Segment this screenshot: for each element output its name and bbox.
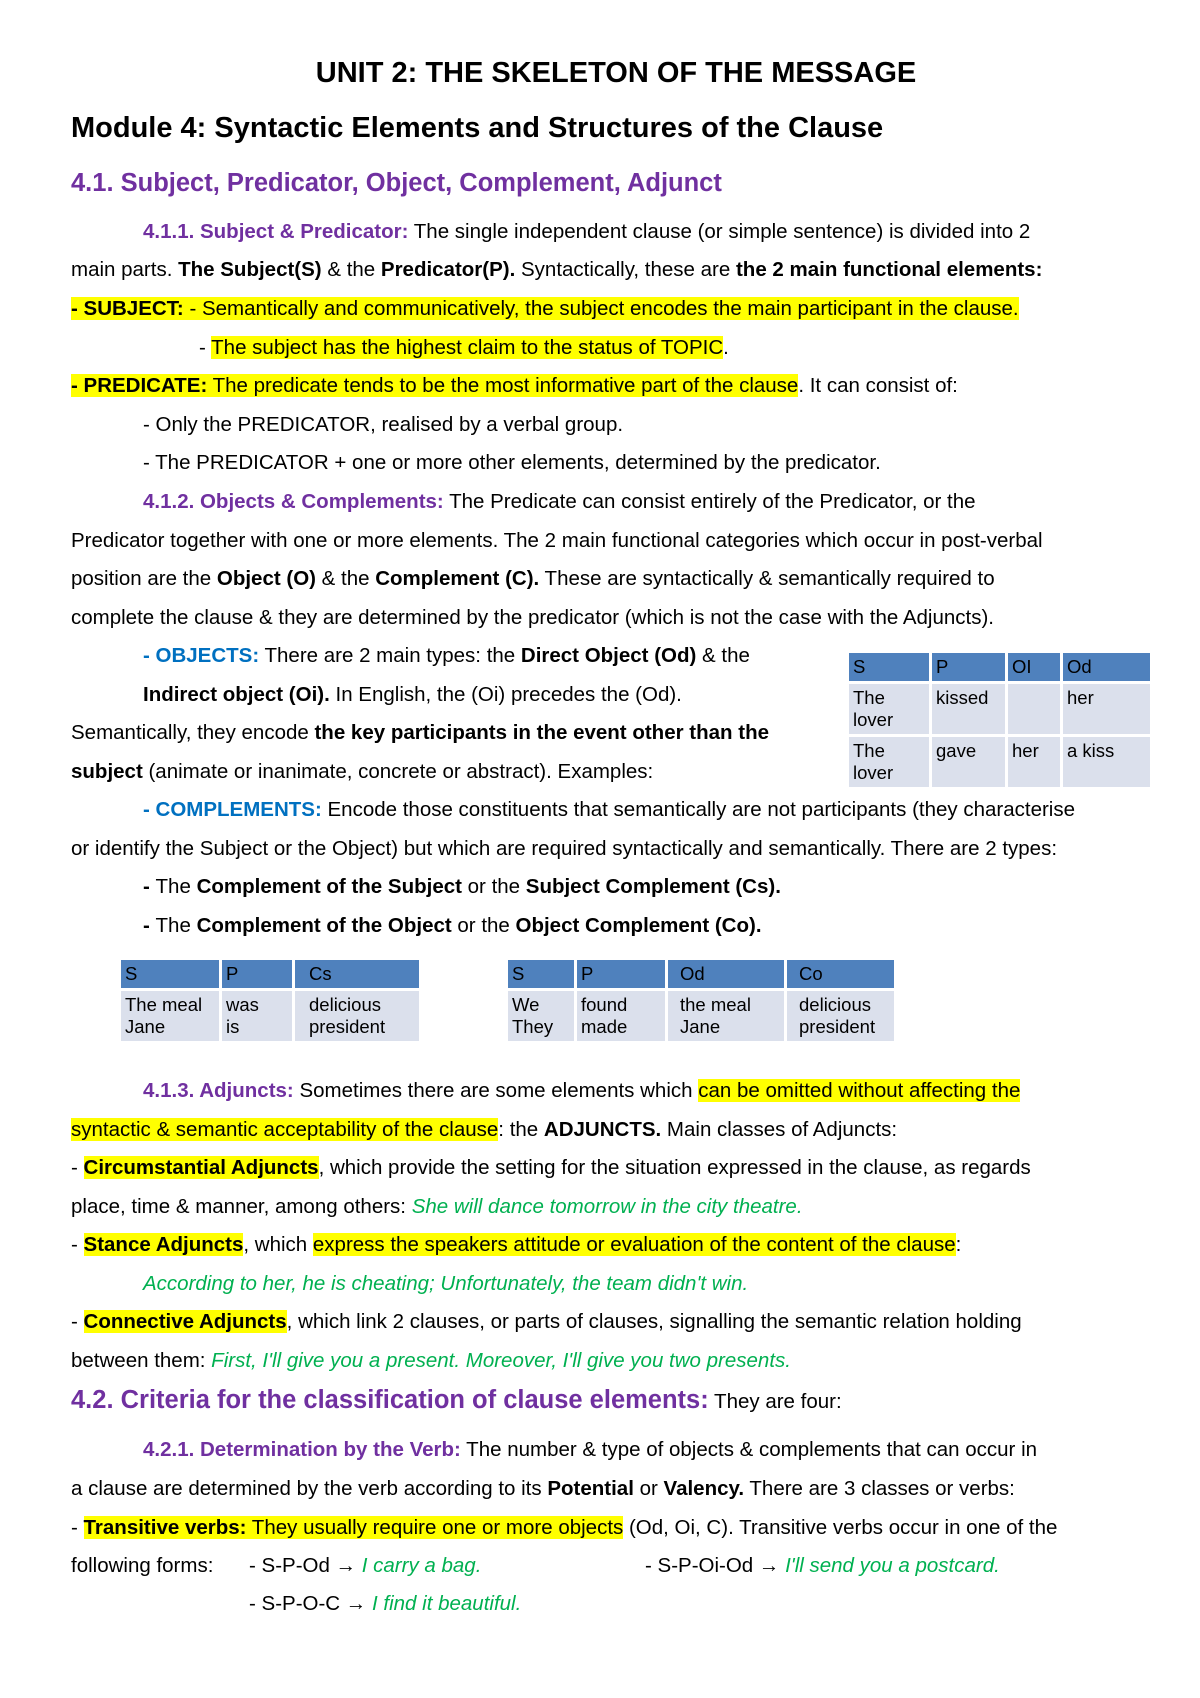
- transitive-label: Transitive verbs:: [83, 1516, 247, 1539]
- table-header-cell: S: [508, 960, 574, 988]
- subsection-4-1-2-heading: 4.1.2. Objects & Complements:: [143, 490, 444, 513]
- table-header-cell: P: [932, 653, 1005, 681]
- table-cell: [222, 991, 292, 1041]
- cell-line: We: [512, 994, 540, 1015]
- table-cell: [668, 991, 784, 1041]
- cell-line: the meal: [680, 994, 751, 1015]
- text: These are syntactically & semantically required to: [539, 567, 995, 590]
- text: or the: [451, 914, 516, 937]
- text: The single independent clause (or simple sentence) is divided into 2: [408, 220, 1031, 243]
- text: or the: [461, 875, 526, 898]
- example-text: First, I'll give you a present. Moreover, I'll give you two presents.: [211, 1349, 791, 1372]
- text: between them:: [71, 1349, 212, 1372]
- highlighted-text: The subject has the highest claim to the status of TOPIC: [211, 336, 724, 359]
- table-header-row: [121, 960, 419, 988]
- text: They are four:: [708, 1390, 842, 1413]
- circumstantial-line2: [71, 1194, 803, 1220]
- text: -: [71, 1310, 84, 1333]
- transitive-forms-label: following forms:: [71, 1554, 214, 1577]
- connective-line2: [71, 1348, 791, 1374]
- example-text: I carry a bag.: [361, 1554, 482, 1577]
- table-cell: kissed: [932, 684, 1005, 734]
- table-header-cell: Cs: [295, 960, 419, 988]
- text: main parts.: [71, 258, 179, 281]
- table-cell: [508, 991, 574, 1041]
- text: There are 3 classes or verbs:: [744, 1477, 1015, 1500]
- cell-line: made: [581, 1016, 628, 1037]
- text: The: [155, 875, 197, 898]
- table-header-cell: S: [849, 653, 929, 681]
- objects-line4: [71, 759, 653, 785]
- term-subject: subject: [71, 760, 143, 783]
- cell-line: president: [799, 1016, 876, 1037]
- form-spoc: [249, 1591, 521, 1617]
- table-cell: [787, 991, 894, 1041]
- term-predicator: Predicator(P).: [380, 258, 516, 281]
- table-cell: The lover: [849, 737, 929, 787]
- text: & the: [315, 567, 376, 590]
- text: -: [71, 1516, 84, 1539]
- highlighted-text: express the speakers attitude or evaluation of the content of the clause: [312, 1233, 956, 1256]
- text: The Predicate can consist entirely of the Predicator, or the: [443, 490, 976, 513]
- text: : the: [498, 1118, 544, 1141]
- complements-label: - COMPLEMENTS:: [143, 798, 322, 821]
- text: - S-P-Od →: [249, 1554, 362, 1577]
- highlighted-text: The predicate tends to be the most informative part of the clause: [207, 374, 799, 397]
- section-4-2-heading: 4.2. Criteria for the classification of clause elements:: [71, 1386, 709, 1414]
- cell-line: They: [512, 1016, 554, 1037]
- table-header-cell: Od: [1063, 653, 1150, 681]
- text: Main classes of Adjuncts:: [661, 1118, 898, 1141]
- text: - S-P-O-C →: [249, 1592, 372, 1615]
- table-header-cell: P: [222, 960, 292, 988]
- predicate-label: - PREDICATE:: [71, 374, 208, 397]
- complements-line1: [143, 797, 1075, 823]
- subsection-4-1-3-heading: 4.1.3. Adjuncts:: [143, 1079, 294, 1102]
- table-header-cell: P: [577, 960, 665, 988]
- term: Subject Complement (Cs).: [525, 875, 781, 898]
- term: Object Complement (Co).: [515, 914, 762, 937]
- table-row: [849, 684, 1150, 734]
- term-key-participants: the key participants in the event other than the: [314, 721, 769, 744]
- text: Encode those constituents that semantically are not participants (they characterise: [321, 798, 1076, 821]
- text: place, time & manner, among others:: [71, 1195, 412, 1218]
- paragraph-4-2-1-line2: [71, 1476, 1015, 1502]
- transitive-line1: [71, 1515, 1057, 1541]
- text: -: [71, 1156, 84, 1179]
- cell-line: president: [309, 1016, 386, 1037]
- text: Sometimes there are some elements which: [293, 1079, 699, 1102]
- cell-line: delicious: [309, 994, 381, 1015]
- table-row: [121, 991, 419, 1041]
- text: In English, the (Oi) precedes the (Od).: [329, 683, 682, 706]
- subject-label: - SUBJECT:: [71, 297, 184, 320]
- paragraph-4-2-1-line1: [143, 1437, 1037, 1463]
- table-header-row: [508, 960, 894, 988]
- table-cell: her: [1063, 684, 1150, 734]
- example-text: She will dance tomorrow in the city theatre.: [411, 1195, 803, 1218]
- objects-line2: [143, 682, 682, 708]
- term-object: Object (O): [216, 567, 316, 590]
- text: , which provide the setting for the situation expressed in the clause, as regards: [318, 1156, 1031, 1179]
- subsection-4-2-1-heading: 4.2.1. Determination by the Verb:: [143, 1438, 461, 1461]
- subject-complement-item: [143, 874, 781, 900]
- form-spoiod: [645, 1553, 1000, 1579]
- cell-line: found: [581, 994, 628, 1015]
- paragraph-4-1-2-line4: complete the clause & they are determined by the predicator (which is not the case with the Adjuncts).: [71, 606, 994, 629]
- stance-line1: [71, 1232, 961, 1258]
- text: Syntactically, these are: [515, 258, 736, 281]
- complements-line2: or identify the Subject or the Object) but which are required syntactically and semantically. There are 2 types:: [71, 837, 1058, 860]
- paragraph-4-1-2-line2: Predicator together with one or more elements. The 2 main functional categories which occur in post-verbal: [71, 529, 1043, 552]
- table-header-cell: OI: [1008, 653, 1060, 681]
- table-header-cell: S: [121, 960, 219, 988]
- cell-line: delicious: [799, 994, 871, 1015]
- text: The number & type of objects & complements that can occur in: [460, 1438, 1038, 1461]
- connective-label: Connective Adjuncts: [83, 1310, 287, 1333]
- unit-title: UNIT 2: THE SKELETON OF THE MESSAGE: [315, 57, 917, 89]
- stance-example: According to her, he is cheating; Unfortunately, the team didn't win.: [143, 1272, 749, 1295]
- cell-line: Jane: [125, 1016, 166, 1037]
- paragraph-4-1-3-line1: [143, 1078, 1020, 1104]
- table-cell: [1008, 684, 1060, 734]
- text: Semantically, they encode: [71, 721, 315, 744]
- paragraph-4-1-2-line3: [71, 566, 995, 592]
- connective-line1: [71, 1309, 1022, 1335]
- text: or: [633, 1477, 664, 1500]
- term-valency: Valency.: [663, 1477, 745, 1500]
- text: a clause are determined by the verb according to its: [71, 1477, 548, 1500]
- subsection-4-1-1-heading: 4.1.1. Subject & Predicator:: [143, 220, 409, 243]
- term-potential: Potential: [547, 1477, 634, 1500]
- subject-point-2: [199, 335, 729, 361]
- objects-table: [846, 650, 1153, 790]
- form-spod: [249, 1553, 481, 1579]
- subject-complement-table: [118, 957, 422, 1044]
- module-title: Module 4: Syntactic Elements and Structures of the Clause: [71, 112, 884, 144]
- table-cell: The lover: [849, 684, 929, 734]
- paragraph-4-1-2-line1: [143, 489, 976, 515]
- objects-line1: [143, 643, 750, 669]
- text: -: [143, 914, 156, 937]
- term-indirect-object: Indirect object (Oi).: [143, 683, 330, 706]
- term-subject: The Subject(S): [178, 258, 322, 281]
- table-cell: gave: [932, 737, 1005, 787]
- text: (animate or inanimate, concrete or abstract). Examples:: [142, 760, 654, 783]
- text: .: [723, 336, 729, 359]
- predicate-item-1: - Only the PREDICATOR, realised by a verbal group.: [143, 413, 624, 436]
- term: Complement of the Object: [196, 914, 452, 937]
- text: & the: [696, 644, 750, 667]
- text: (Od, Oi, C). Transitive verbs occur in one of the: [623, 1516, 1058, 1539]
- cell-line: was: [226, 994, 259, 1015]
- cell-line: is: [226, 1016, 240, 1037]
- text: , which link 2 clauses, or parts of clauses, signalling the semantic relation holding: [286, 1310, 1022, 1333]
- text: -: [71, 1233, 84, 1256]
- paragraph-4-1-1-line2: [71, 257, 1042, 283]
- object-complement-table: [505, 957, 897, 1044]
- term-adjuncts: ADJUNCTS.: [543, 1118, 662, 1141]
- term-complement: Complement (C).: [375, 567, 540, 590]
- highlighted-text: - Semantically and communicatively, the subject encodes the main participant in the clause.: [183, 297, 1019, 320]
- table-row: [508, 991, 894, 1041]
- table-cell: her: [1008, 737, 1060, 787]
- stance-label: Stance Adjuncts: [83, 1233, 244, 1256]
- text: position are the: [71, 567, 217, 590]
- example-text: I'll send you a postcard.: [785, 1554, 1000, 1577]
- table-cell: [121, 991, 219, 1041]
- text: -: [143, 875, 156, 898]
- section-4-1-heading: 4.1. Subject, Predicator, Object, Complement, Adjunct: [71, 169, 722, 197]
- text: -: [199, 336, 212, 359]
- text: The: [155, 914, 197, 937]
- table-header-row: [849, 653, 1150, 681]
- object-complement-item: [143, 913, 762, 939]
- table-cell: [577, 991, 665, 1041]
- text: There are 2 main types: the: [259, 644, 521, 667]
- table-cell: [295, 991, 419, 1041]
- text: . It can consist of:: [798, 374, 958, 397]
- section-4-2-line: [71, 1387, 842, 1415]
- text: & the: [321, 258, 381, 281]
- objects-label: - OBJECTS:: [143, 644, 260, 667]
- text: :: [955, 1233, 962, 1256]
- highlighted-text: can be omitted without affecting the: [698, 1079, 1021, 1102]
- term: Complement of the Subject: [196, 875, 462, 898]
- highlighted-text: syntactic & semantic acceptability of the clause: [71, 1118, 499, 1141]
- highlighted-text: They usually require one or more objects: [246, 1516, 624, 1539]
- table-header-cell: Co: [787, 960, 894, 988]
- predicate-item-2: - The PREDICATOR + one or more other elements, determined by the predicator.: [143, 451, 881, 474]
- text: , which: [243, 1233, 313, 1256]
- cell-line: Jane: [680, 1016, 721, 1037]
- predicate-line: [71, 373, 958, 399]
- paragraph-4-1-1-line1: [143, 219, 1030, 245]
- circumstantial-line1: [71, 1155, 1031, 1181]
- term-direct-object: Direct Object (Od): [520, 644, 697, 667]
- text: - S-P-Oi-Od →: [645, 1554, 786, 1577]
- table-header-cell: Od: [668, 960, 784, 988]
- table-row: [849, 737, 1150, 787]
- cell-line: The meal: [125, 994, 203, 1015]
- subject-point-1: [71, 296, 1019, 322]
- circumstantial-label: Circumstantial Adjuncts: [83, 1156, 319, 1179]
- objects-line3: [71, 720, 769, 746]
- table-cell: a kiss: [1063, 737, 1150, 787]
- term-functional-elements: the 2 main functional elements:: [735, 258, 1043, 281]
- example-text: I find it beautiful.: [372, 1592, 522, 1615]
- paragraph-4-1-3-line2: [71, 1117, 897, 1143]
